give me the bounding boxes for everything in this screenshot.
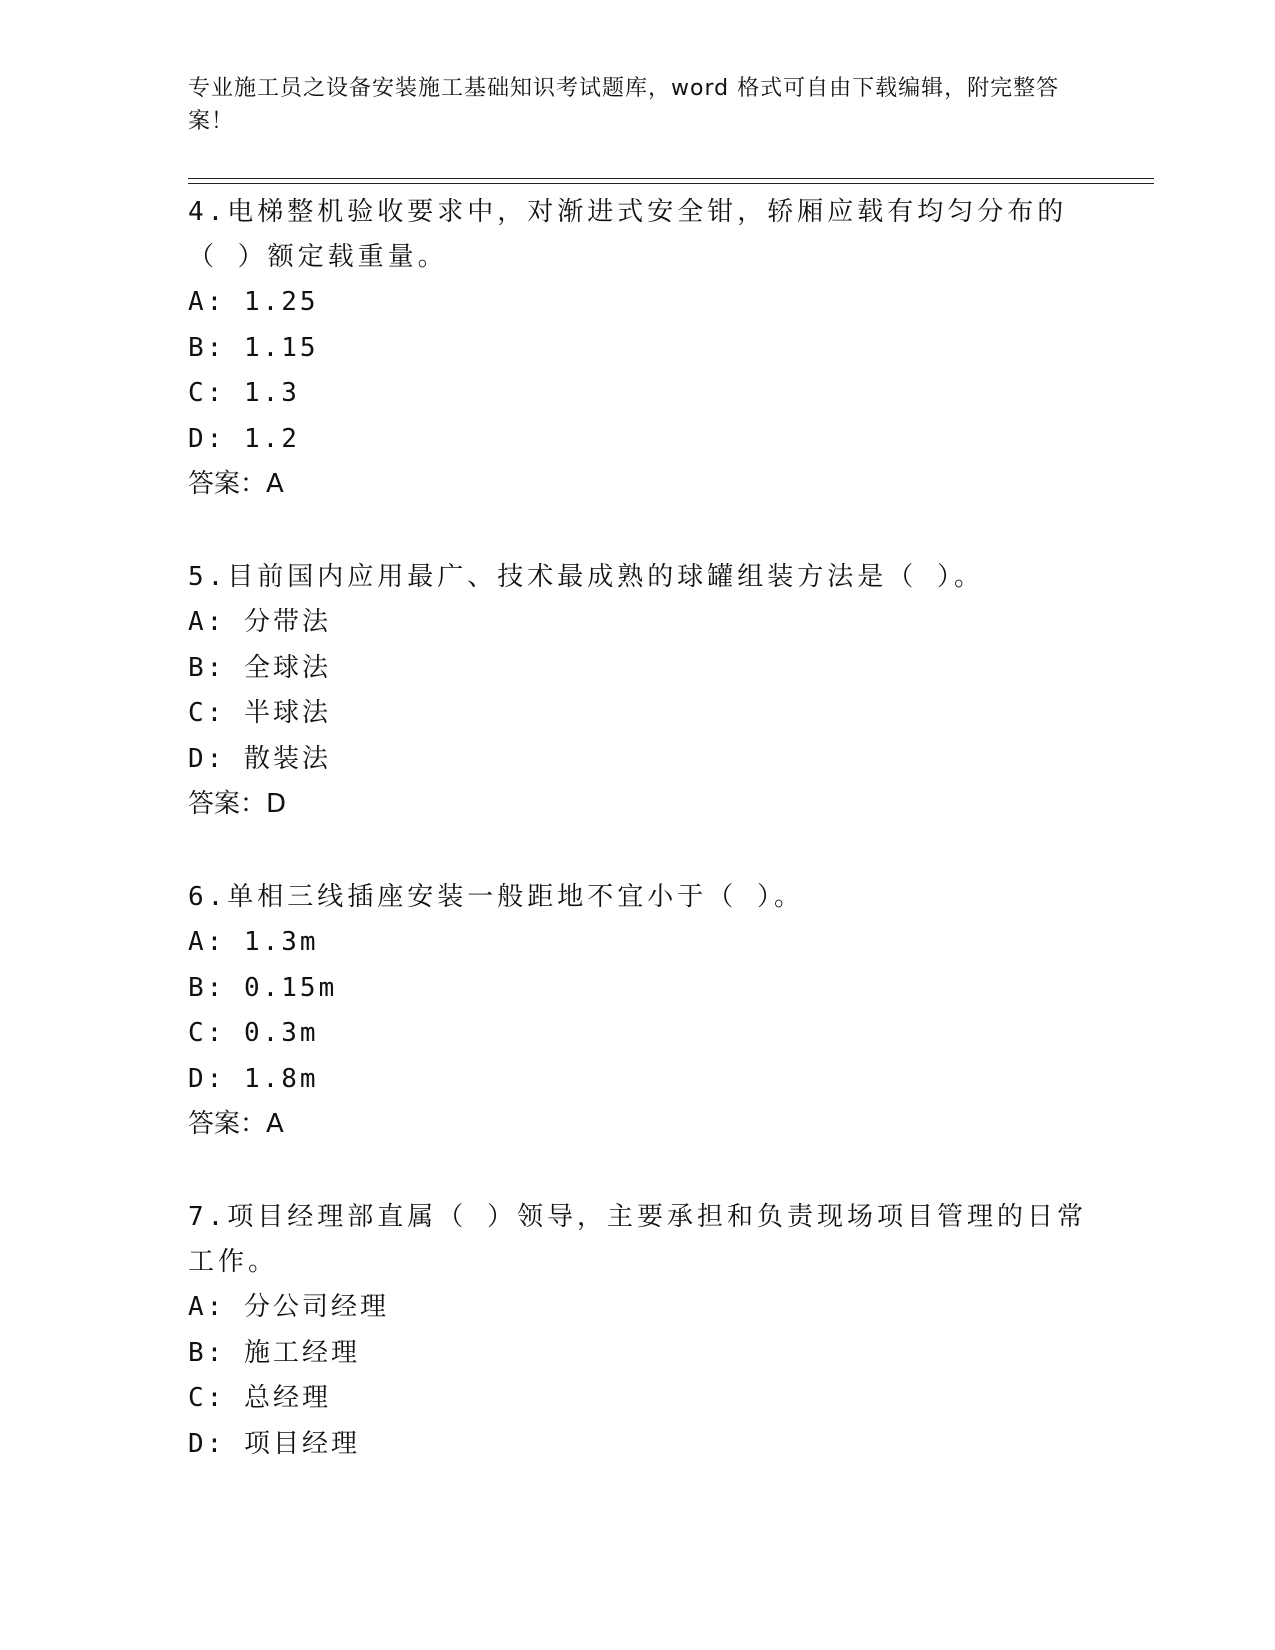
option-b: B: 施工经理 — [188, 1337, 360, 1368]
question-stem: 7.项目经理部直属（ ）领导，主要承担和负责现场项目管理的日常工作。 — [188, 1202, 1087, 1277]
option-c: C: 1.3 — [188, 378, 300, 408]
option-c: C: 半球法 — [188, 698, 331, 728]
option-a: A: 分带法 — [188, 607, 331, 637]
answer-line: 答案：A — [188, 469, 284, 499]
question-7 — [188, 1195, 1088, 1467]
option-c: C: 0.3m — [188, 1018, 319, 1048]
question-stem: 5.目前国内应用最广、技术最成熟的球罐组装方法是（ ）。 — [188, 562, 984, 592]
question-6 — [188, 875, 1088, 1146]
question-stem: 6.单相三线插座安装一般距地不宜小于（ ）。 — [188, 882, 804, 912]
option-b: B: 1.15 — [188, 332, 319, 363]
option-a: A: 分公司经理 — [188, 1292, 389, 1322]
answer-line: 答案：A — [188, 1109, 284, 1139]
option-d: D: 散装法 — [188, 743, 331, 774]
header-divider-bottom — [188, 183, 1154, 184]
option-d: D: 项目经理 — [188, 1428, 360, 1459]
document-header: 专业施工员之设备安装施工基础知识考试题库，word 格式可自由下载编辑，附完整答案！ — [188, 76, 1060, 134]
header-divider-top — [188, 178, 1154, 179]
option-c: C: 总经理 — [188, 1383, 331, 1413]
answer-line: 答案：D — [188, 789, 287, 819]
option-d: D: 1.8m — [188, 1063, 319, 1094]
option-b: B: 0.15m — [188, 972, 338, 1003]
question-stem: 4.电梯整机验收要求中，对渐进式安全钳，轿厢应载有均匀分布的（ ）额定载重量。 — [188, 197, 1068, 272]
option-a: A: 1.3m — [188, 927, 319, 957]
option-a: A: 1.25 — [188, 287, 319, 317]
option-d: D: 1.2 — [188, 423, 300, 454]
option-b: B: 全球法 — [188, 652, 331, 683]
question-4 — [188, 190, 1088, 506]
question-5 — [188, 555, 1088, 826]
